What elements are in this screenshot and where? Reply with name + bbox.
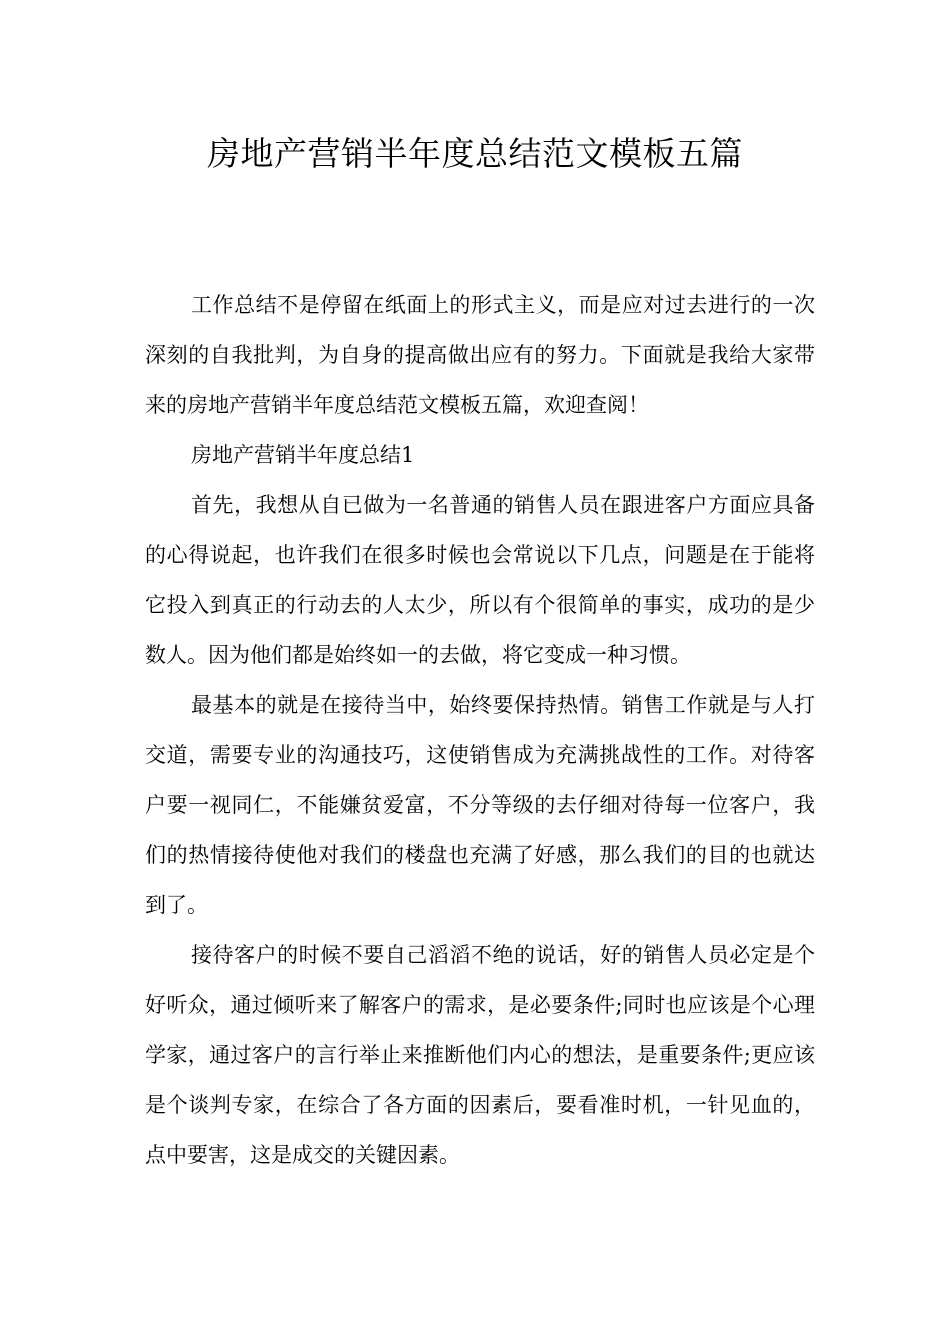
- page-title: 房地产营销半年度总结范文模板五篇: [207, 134, 743, 173]
- body-paragraph: 最基本的就是在接待当中，始终要保持热情。销售工作就是与人打交道，需要专业的沟通技巧，这使销售成为充满挑战性的工作。对待客户要一视同仁，不能嫌贫爱富，不分等级的去仔细对待每一位客户，我们的热情接待使他对我们的楼盘也充满了好感，那么我们的目的也就达到了。: [145, 693, 815, 917]
- section-heading: 房地产营销半年度总结1: [191, 443, 415, 467]
- body-paragraph: 首先，我想从自已做为一名普通的销售人员在跟进客户方面应具备的心得说起，也许我们在很多时候也会常说以下几点，问题是在于能将它投入到真正的行动去的人太少，所以有个很简单的事实，成功的是少数人。因为他们都是始终如一的去做，将它变成一种习惯。: [145, 493, 815, 667]
- intro-paragraph: 工作总结不是停留在纸面上的形式主义，而是应对过去进行的一次深刻的自我批判，为自身的提高做出应有的努力。下面就是我给大家带来的房地产营销半年度总结范文模板五篇，欢迎查阅！: [145, 293, 815, 417]
- document-body: [145, 280, 815, 1180]
- body-paragraph: 接待客户的时候不要自己滔滔不绝的说话，好的销售人员必定是个好听众，通过倾听来了解客户的需求，是必要条件;同时也应该是个心理学家，通过客户的言行举止来推断他们内心的想法，是重要条件;更应该是个谈判专家，在综合了各方面的因素后，要看准时机，一针见血的，点中要害，这是成交的关键因素。: [145, 943, 815, 1167]
